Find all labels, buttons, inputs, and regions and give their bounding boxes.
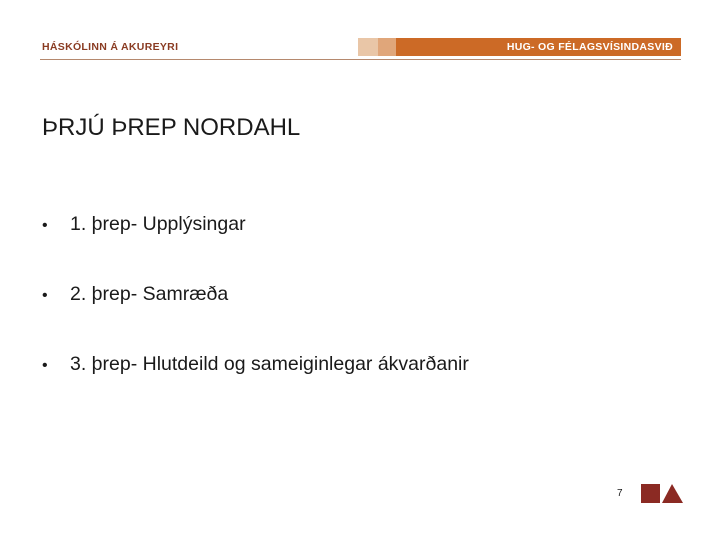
slide-title: ÞRJÚ ÞREP NORDAHL: [42, 114, 301, 141]
banner-main: [396, 38, 681, 56]
header-divider: [40, 59, 681, 60]
bullet-marker: •: [42, 357, 48, 374]
bullet-item: [42, 283, 469, 353]
page-number: 7: [617, 488, 623, 499]
logo-triangle: [662, 484, 683, 503]
logo-square: [641, 484, 660, 503]
bullet-list: [42, 213, 469, 423]
bullet-text: 1. þrep- Upplýsingar: [70, 213, 246, 235]
faculty-banner: [358, 38, 681, 56]
university-name: HÁSKÓLINN Á AKUREYRI: [42, 41, 179, 53]
bullet-item: [42, 353, 469, 423]
banner-accent-light: [358, 38, 378, 56]
faculty-name: HUG- OG FÉLAGSVÍSINDASVIÐ: [506, 41, 673, 53]
banner-accent-mid: [378, 38, 396, 56]
bullet-item: [42, 213, 469, 283]
bullet-text: 2. þrep- Samræða: [70, 283, 229, 305]
bullet-marker: •: [42, 287, 48, 304]
bullet-text: 3. þrep- Hlutdeild og sameiginlegar ákvarðanir: [70, 353, 469, 375]
bullet-marker: •: [42, 217, 48, 234]
university-logo-icon: [641, 483, 683, 504]
